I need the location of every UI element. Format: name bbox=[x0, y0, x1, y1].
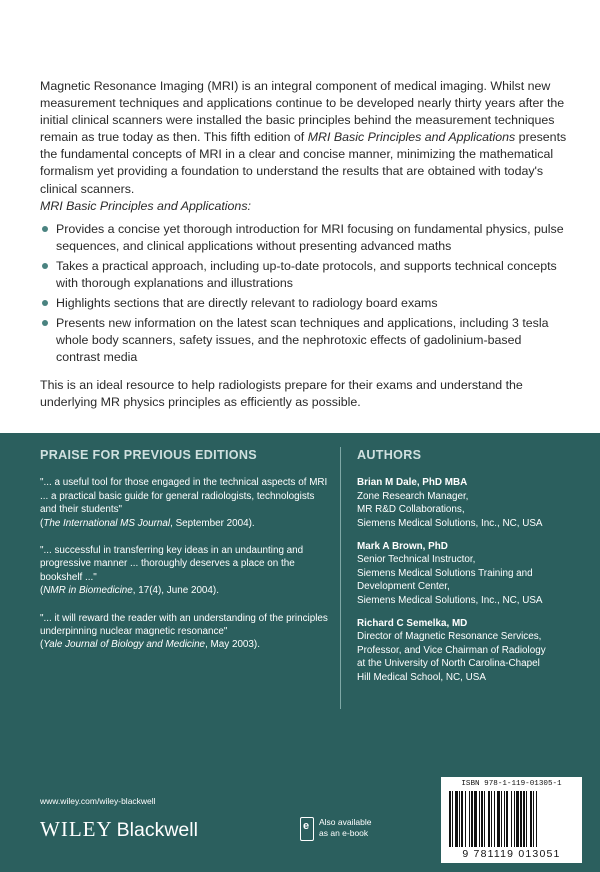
quote-text: "... a useful tool for those engaged in the technical aspects of MRI ... a practical basic guide for general radiologists, technologists and their students" bbox=[40, 477, 328, 516]
praise-heading: PRAISE FOR PREVIOUS EDITIONS bbox=[40, 448, 257, 462]
barcode-bar bbox=[488, 791, 490, 847]
barcode-bar bbox=[520, 791, 522, 847]
barcode-bar bbox=[494, 791, 495, 847]
author-affiliation-line: Siemens Medical Solutions Training and bbox=[357, 567, 533, 579]
logo-wiley: WILEY bbox=[40, 817, 113, 841]
author-name: Brian M Dale, PhD MBA bbox=[357, 477, 468, 489]
barcode-bar bbox=[526, 791, 527, 847]
quote-source: Yale Journal of Biology and Medicine bbox=[43, 639, 206, 651]
barcode bbox=[441, 777, 582, 863]
quote-text: "... successful in transferring key ideas in an undaunting and progressive manner ... thoroughly deserves a place on the bookshelf ..." bbox=[40, 545, 304, 583]
barcode-bar bbox=[452, 791, 453, 847]
feature-item bbox=[40, 315, 568, 366]
bullet-dot-icon bbox=[42, 226, 48, 232]
barcode-bar bbox=[479, 791, 480, 847]
description-lead bbox=[40, 198, 568, 215]
lead-book-title: MRI Basic Principles and Applications: bbox=[40, 198, 251, 213]
ebook-notice bbox=[300, 817, 371, 841]
publisher-logo bbox=[40, 817, 198, 842]
barcode-bar bbox=[516, 791, 519, 847]
ebook-text bbox=[319, 817, 371, 838]
quote-text: "... it will reward the reader with an understanding of the principles underpinning nuclear magnetic resonance" bbox=[40, 612, 328, 638]
feature-text: Takes a practical approach, including up-to-date protocols, and supports technical concepts with thorough explanations and illustrations bbox=[56, 258, 557, 291]
feature-item bbox=[40, 295, 568, 312]
barcode-bar bbox=[523, 791, 525, 847]
author-entry bbox=[357, 476, 582, 530]
barcode-bar bbox=[471, 791, 473, 847]
barcode-bar bbox=[506, 791, 508, 847]
praise-quote: "... it will reward the reader with an understanding of the principles underpinning nuclear magnetic resonance" (Yale Journal of Biology and Medicine, May 2003). bbox=[40, 612, 328, 651]
intro-part-2: presents the fundamental concepts of MRI in a clear and concise manner, minimizing the mathematical formalism yet providing a foundation to understand the results that are obtained with today's clinical scanners. bbox=[40, 130, 567, 196]
barcode-bar bbox=[504, 791, 505, 847]
author-affiliation-line: Senior Technical Instructor, bbox=[357, 554, 476, 566]
author-name: Richard C Semelka, MD bbox=[357, 618, 468, 630]
publisher-website: www.wiley.com/wiley-blackwell bbox=[40, 796, 156, 806]
feature-list bbox=[40, 221, 568, 367]
logo-blackwell: Blackwell bbox=[116, 819, 198, 841]
author-name: Mark A Brown, PhD bbox=[357, 541, 448, 553]
barcode-bar bbox=[474, 791, 477, 847]
barcode-bar bbox=[501, 791, 502, 847]
description-intro bbox=[40, 78, 568, 198]
quote-source-detail: , September 2004). bbox=[170, 517, 255, 529]
quote-source-detail: , 17(4), June 2004). bbox=[132, 585, 219, 597]
intro-part-1: Magnetic Resonance Imaging (MRI) is an integral component of medical imaging. Whilst new measurement techniques and applications continue to be developed nearly thirty years after the initial clinical scanners were installed the basic principles behind the measurement techniques remain as true today as then. This fifth edition of bbox=[40, 79, 565, 145]
ebook-line: as an e-book bbox=[319, 827, 369, 838]
barcode-bar bbox=[511, 791, 512, 847]
barcode-bar bbox=[491, 791, 492, 847]
bullet-dot-icon bbox=[42, 263, 48, 269]
authors-heading: AUTHORS bbox=[357, 448, 422, 462]
author-entry bbox=[357, 617, 582, 684]
bullet-dot-icon bbox=[42, 300, 48, 306]
barcode-bar bbox=[536, 791, 537, 847]
barcode-bar bbox=[461, 791, 463, 847]
author-affiliation-line: Hill Medical School, NC, USA bbox=[357, 671, 486, 683]
feature-text: Provides a concise yet thorough introduction for MRI focusing on fundamental physics, pulse sequences, and clinical applications without presenting advanced maths bbox=[56, 221, 564, 253]
author-affiliation-line: Director of Magnetic Resonance Services, bbox=[357, 631, 542, 643]
description-closing: This is an ideal resource to help radiologists prepare for their exams and understand the underlying MR physics principles as efficiently as possible. bbox=[40, 377, 523, 409]
author-affiliation-line: Professor, and Vice Chairman of Radiology bbox=[357, 644, 546, 656]
barcode-bar bbox=[469, 791, 470, 847]
author-entry bbox=[357, 540, 582, 607]
feature-text: Highlights sections that are directly relevant to radiology board exams bbox=[56, 296, 438, 311]
barcode-bar bbox=[455, 791, 458, 847]
back-cover-footer bbox=[0, 433, 600, 872]
author-affiliation-line: Siemens Medical Solutions, Inc., NC, USA bbox=[357, 517, 543, 529]
author-affiliation-line: Development Center, bbox=[357, 581, 450, 593]
barcode-bar bbox=[449, 791, 451, 847]
authors-section bbox=[357, 449, 582, 694]
barcode-bar bbox=[465, 791, 466, 847]
author-affiliation-line: Zone Research Manager, bbox=[357, 490, 469, 502]
barcode-bar bbox=[497, 791, 500, 847]
feature-item bbox=[40, 221, 568, 255]
barcode-bar bbox=[459, 791, 460, 847]
barcode-number: 9 781119 013051 bbox=[462, 848, 561, 860]
author-affiliation-line: MR R&D Collaborations, bbox=[357, 504, 465, 516]
feature-text: Presents new information on the latest scan techniques and applications, including 3 tesla whole body scanners, safety issues, and the nephrotoxic effects of gadolinium-based contrast media bbox=[56, 316, 549, 365]
intro-book-title: MRI Basic Principles and Applications bbox=[307, 130, 516, 145]
barcode-bar bbox=[484, 791, 485, 847]
author-affiliation-line: Siemens Medical Solutions, Inc., NC, USA bbox=[357, 594, 543, 606]
quote-source: NMR in Biomedicine bbox=[43, 585, 133, 597]
praise-quote: "... a useful tool for those engaged in the technical aspects of MRI ... a practical basic guide for general radiologists, technologists and their students" (The International MS Journal, September 2004). bbox=[40, 477, 328, 529]
praise-section bbox=[40, 449, 330, 666]
ebook-line: Also available bbox=[319, 817, 372, 827]
ebook-icon bbox=[300, 817, 314, 841]
isbn-label: ISBN 978-1-119-01305-1 bbox=[461, 780, 562, 788]
barcode-bars-icon bbox=[449, 791, 574, 849]
quote-source-detail: , May 2003). bbox=[205, 639, 260, 651]
description-panel bbox=[0, 0, 600, 433]
barcode-bar bbox=[514, 791, 515, 847]
barcode-bar bbox=[481, 791, 483, 847]
quote-source: The International MS Journal bbox=[43, 517, 171, 529]
author-affiliation-line: at the University of North Carolina-Chapel bbox=[357, 658, 540, 670]
column-divider bbox=[340, 447, 341, 709]
bullet-dot-icon bbox=[42, 320, 48, 326]
barcode-bar bbox=[530, 791, 532, 847]
feature-item bbox=[40, 258, 568, 292]
description-text bbox=[40, 78, 568, 411]
praise-quote: "... successful in transferring key ideas in an undaunting and progressive manner ... thoroughly deserves a place on the bookshelf ..." (NMR in Biomedicine, 17(4), June 2004). bbox=[40, 545, 304, 597]
barcode-bar bbox=[533, 791, 534, 847]
